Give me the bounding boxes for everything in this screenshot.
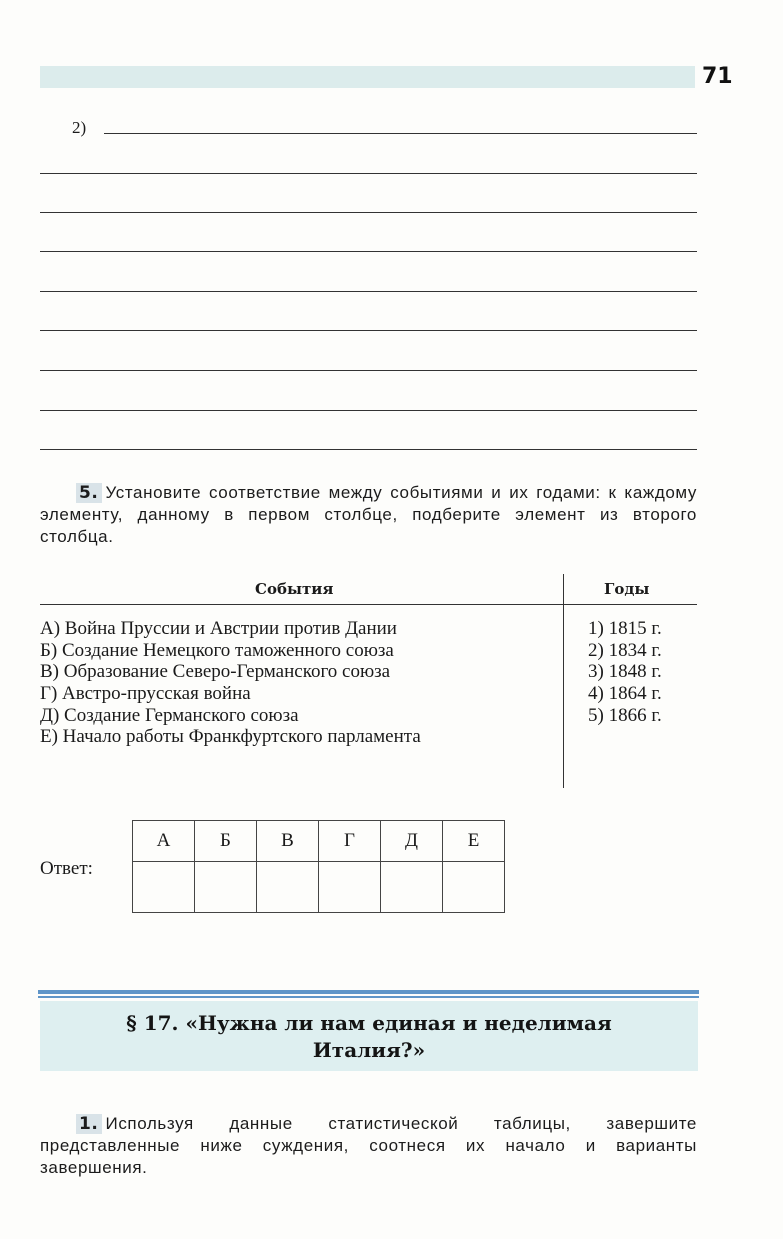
event-item: Г) Австро-прусская война	[40, 683, 251, 704]
writing-line[interactable]	[40, 370, 697, 371]
event-item: В) Образование Северо-Германского союза	[40, 661, 391, 682]
event-item: Б) Создание Немецкого таможенного союза	[40, 640, 394, 661]
writing-line[interactable]	[40, 291, 697, 292]
year-item: 3) 1848 г.	[588, 661, 662, 682]
year-item: 2) 1834 г.	[588, 640, 662, 661]
page-number: 71	[702, 64, 733, 89]
writing-line[interactable]	[40, 330, 697, 331]
event-item: Е) Начало работы Франкфуртского парламента	[40, 726, 421, 747]
writing-line[interactable]	[40, 173, 697, 174]
answer-letter: В	[257, 821, 319, 862]
year-item: 5) 1866 г.	[588, 705, 662, 726]
writing-line[interactable]	[40, 410, 697, 411]
answer-letter: Е	[443, 821, 505, 862]
answer-cell[interactable]	[319, 862, 381, 913]
section-title-line: Италия?»	[312, 1038, 426, 1062]
table-header-rule	[40, 604, 697, 605]
task1-number: 1.	[76, 1114, 102, 1134]
task5-text: Установите соответствие между событиями и их годами: к каждому элементу, данному в первом столбце, подберите элемент из второго столбца.	[40, 483, 697, 546]
section-title	[40, 1010, 698, 1064]
answer-cell[interactable]	[195, 862, 257, 913]
answer-cell[interactable]	[133, 862, 195, 913]
task5-instructions	[40, 482, 697, 548]
answer-grid	[132, 820, 505, 913]
writing-line[interactable]	[40, 212, 697, 213]
answer-letter: Д	[381, 821, 443, 862]
year-item: 1) 1815 г.	[588, 618, 662, 639]
events-column-header: События	[255, 580, 334, 598]
section-rule	[38, 996, 699, 998]
event-item: Д) Создание Германского союза	[40, 705, 299, 726]
answer-letter: Б	[195, 821, 257, 862]
task5-number: 5.	[76, 483, 102, 503]
task1-text: Используя данные статистической таблицы, завершите представленные ниже суждения, соотнеся их начало и варианты завершения.	[40, 1114, 697, 1177]
answer-letter: Г	[319, 821, 381, 862]
answer-cell[interactable]	[381, 862, 443, 913]
section-title-line: § 17. «Нужна ли нам единая и неделимая	[126, 1011, 612, 1035]
answer-cell[interactable]	[257, 862, 319, 913]
answer-cell[interactable]	[443, 862, 505, 913]
years-column-header: Годы	[604, 580, 650, 598]
writing-line[interactable]	[104, 133, 697, 134]
answer-label: Ответ:	[40, 858, 93, 879]
task1-instructions	[40, 1113, 697, 1179]
event-item: А) Война Пруссии и Австрии против Дании	[40, 618, 397, 639]
answer-letter: А	[133, 821, 195, 862]
answer-item-label: 2)	[72, 118, 87, 137]
year-item: 4) 1864 г.	[588, 683, 662, 704]
header-band	[40, 66, 695, 88]
writing-line[interactable]	[40, 449, 697, 450]
writing-line[interactable]	[40, 251, 697, 252]
section-rule	[38, 990, 699, 994]
table-column-divider	[563, 574, 564, 788]
